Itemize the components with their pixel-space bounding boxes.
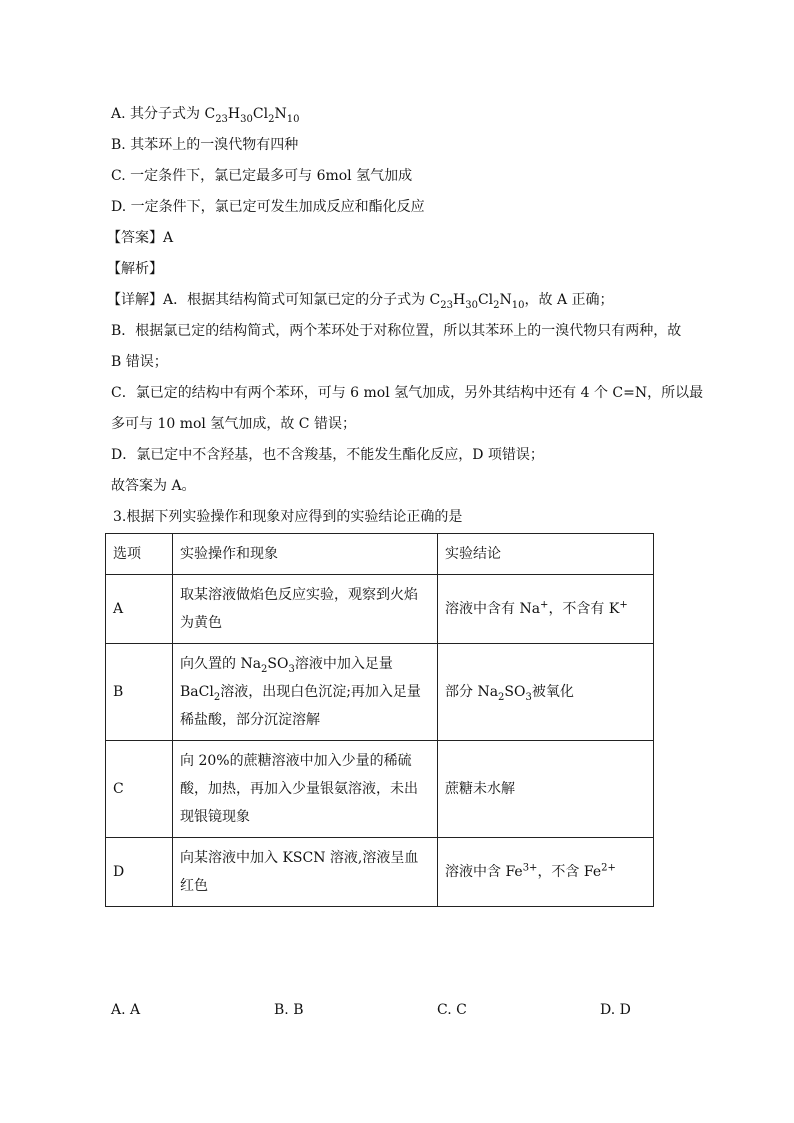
detail-conclusion: 故答案为 A。 [111,478,196,494]
header-conclusion: 实验结论 [438,534,654,575]
experiment-table [105,533,654,907]
choice-d: D. D [600,1002,631,1018]
detail-paragraph-c-line1: C．氯已定的结构中有两个苯环，可与 6 mol 氢气加成，另外其结构中还有 4 个 C=N，所以最 [111,385,704,401]
option-letter: D. [111,199,127,215]
row-conclusion: 蔗糖未水解 [438,741,654,838]
option-a [111,104,299,124]
option-text: 一定条件下，氯已定可发生加成反应和酯化反应 [130,199,425,215]
detail-paragraph-b-line1: B．根据氯已定的结构简式，两个苯环处于对称位置，所以其苯环上的一溴代物只有两种，故 [111,323,682,339]
row-operation: 向 20%的蔗糖溶液中加入少量的稀硫酸，加热，再加入少量银氨溶液，未出现银镜现象 [173,741,438,838]
table-row [106,575,654,644]
question-3-choices [111,1000,671,1020]
detail-paragraph-c-line2: 多可与 10 mol 氢气加成，故 C 错误； [111,416,356,432]
option-c [111,166,412,186]
answer-line [107,228,173,248]
analysis-label: 【解析】 [107,261,163,277]
row-option: A [106,575,173,644]
option-letter: B. [111,137,126,153]
row-option: D [106,838,173,907]
option-letter: C. [111,168,126,184]
choice-c: C. C [437,1002,467,1018]
option-d [111,197,425,217]
header-operation: 实验操作和现象 [173,534,438,575]
choice-a: A. A [111,1002,141,1018]
answer-label: 【答案】 [107,230,163,246]
table-row [106,741,654,838]
header-option: 选项 [106,534,173,575]
option-text: 其分子式为 $C_{23}H_{30}Cl_2N_{10}$ [130,106,300,125]
row-operation: 取某溶液做焰色反应实验，观察到火焰为黄色 [173,575,438,644]
table-row [106,838,654,907]
detail-label: 【详解】 [107,292,163,308]
row-option: C [106,741,173,838]
detail-paragraph-a: 【详解】A．根据其结构简式可知氯已定的分子式为 $C_{23}H_{30}Cl_2N_{10}$，故 A 正确； [107,292,614,311]
detail-paragraph-b-line2: B 错误； [111,354,168,370]
row-operation: 向久置的 $Na_2SO_3$溶液中加入足量 BaCl$_2$溶液，出现白色沉淀;再加入足量稀盐酸，部分沉淀溶解 [173,644,438,741]
row-option: B [106,644,173,741]
table-header-row [106,534,654,575]
row-operation: 向某溶液中加入 KSCN 溶液,溶液呈血红色 [173,838,438,907]
table-row [106,644,654,741]
detail-paragraph-d: D．氯已定中不含羟基，也不含羧基，不能发生酯化反应，D 项错误； [111,447,544,463]
choice-b: B. B [274,1002,304,1018]
option-b [111,135,298,155]
answer-value: A [163,230,174,246]
question-3-stem: 3.根据下列实验操作和现象对应得到的实验结论正确的是 [113,509,463,525]
option-letter: A. [111,106,126,122]
row-conclusion: 溶液中含有 Na+，不含有 K+ [438,575,654,644]
option-text: 一定条件下，氯已定最多可与 6mol 氢气加成 [130,168,413,184]
row-conclusion: 部分 $Na_2SO_3$被氧化 [438,644,654,741]
option-text: 其苯环上的一溴代物有四种 [130,137,299,153]
row-conclusion: 溶液中含 $Fe^{3+}$，不含 $Fe^{2+}$ [438,838,654,907]
